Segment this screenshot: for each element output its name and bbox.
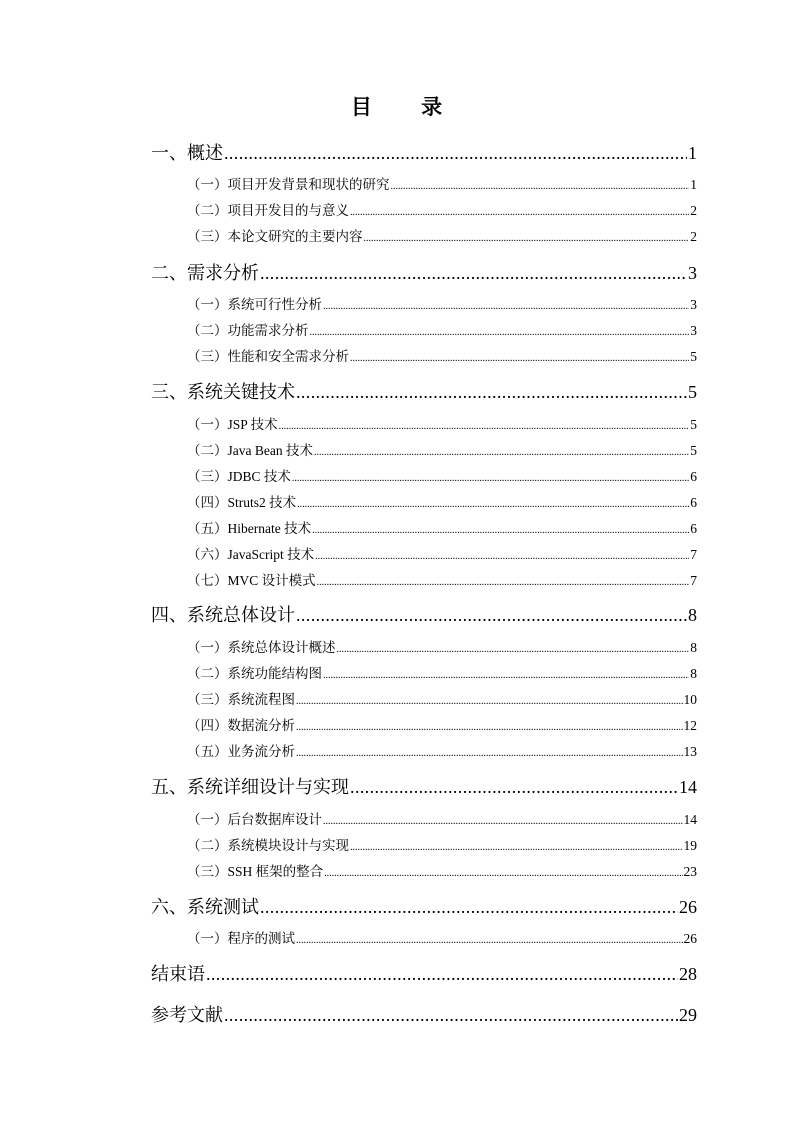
- toc-dot-leader: [224, 1004, 678, 1026]
- toc-entry-5[interactable]: [151, 776, 697, 798]
- toc-page-number: 3: [688, 263, 697, 283]
- toc-page-number: 6: [690, 469, 697, 484]
- toc-page-number: 3: [690, 323, 697, 338]
- toc-dot-leader: [260, 896, 678, 918]
- toc-entry-label: 一、概述: [151, 143, 223, 163]
- toc-dot-leader: [323, 811, 683, 831]
- toc-page-number: 28: [679, 964, 697, 984]
- toc-subentry-label: （二）Java Bean 技术: [187, 443, 313, 458]
- toc-dot-leader: [260, 262, 687, 284]
- toc-subentry-3-6[interactable]: [187, 546, 697, 566]
- toc-title: 目 录: [350, 95, 465, 119]
- toc-page-number: 7: [690, 573, 697, 588]
- toc-subentry-4-4[interactable]: [187, 717, 697, 737]
- toc-entry-label: 六、系统测试: [151, 897, 259, 917]
- toc-dot-leader: [296, 717, 683, 737]
- toc-dot-leader: [350, 202, 689, 222]
- toc-subentry-3-2[interactable]: [187, 442, 697, 462]
- toc-page-number: 14: [679, 777, 697, 797]
- toc-subentry-label: （一）系统可行性分析: [187, 297, 322, 312]
- toc-dot-leader: [292, 468, 689, 488]
- toc-entry-2[interactable]: [151, 262, 697, 284]
- toc-subentry-label: （三）系统流程图: [187, 692, 295, 707]
- toc-entry-label: 二、需求分析: [151, 263, 259, 283]
- toc-entry-references[interactable]: [151, 1004, 697, 1026]
- toc-page-number: 5: [688, 382, 697, 402]
- toc-subentry-label: （四）Struts2 技术: [187, 495, 297, 510]
- toc-page-number: 3: [690, 297, 697, 312]
- toc-dot-leader: [317, 572, 690, 592]
- toc-entry-3[interactable]: [151, 381, 697, 403]
- toc-page-number: 5: [690, 349, 697, 364]
- toc-subentry-6-1[interactable]: [187, 930, 697, 950]
- toc-dot-leader: [337, 639, 690, 659]
- toc-subentry-label: （三）JDBC 技术: [187, 469, 291, 484]
- toc-dot-leader: [314, 442, 689, 462]
- toc-page-number: 6: [690, 521, 697, 536]
- toc-subentry-3-4[interactable]: [187, 494, 697, 514]
- toc-entry-label: 四、系统总体设计: [151, 605, 295, 625]
- toc-dot-leader: [350, 837, 683, 857]
- toc-subentry-1-1[interactable]: [187, 176, 697, 196]
- toc-subentry-4-3[interactable]: [187, 691, 697, 711]
- toc-page-number: 26: [683, 931, 697, 946]
- toc-dot-leader: [296, 604, 687, 626]
- toc-entry-6[interactable]: [151, 896, 697, 918]
- toc-page-number: 8: [688, 605, 697, 625]
- toc-subentry-label: （一）后台数据库设计: [187, 812, 322, 827]
- toc-page-number: 8: [690, 666, 697, 681]
- toc-subentry-2-3[interactable]: [187, 348, 697, 368]
- toc-page-number: 1: [688, 143, 697, 163]
- toc-page-number: 7: [690, 547, 697, 562]
- toc-page-number: 26: [679, 897, 697, 917]
- toc-subentry-3-7[interactable]: [187, 572, 697, 592]
- toc-dot-leader: [310, 322, 690, 342]
- toc-subentry-3-3[interactable]: [187, 468, 697, 488]
- toc-page-number: 10: [683, 692, 697, 707]
- toc-page-number: 5: [690, 443, 697, 458]
- toc-subentry-label: （二）系统模块设计与实现: [187, 838, 349, 853]
- toc-page-number: 13: [683, 744, 697, 759]
- toc-subentry-5-3[interactable]: [187, 863, 697, 883]
- toc-dot-leader: [391, 176, 690, 196]
- toc-page-number: 23: [683, 864, 697, 879]
- toc-dot-leader: [296, 930, 683, 950]
- toc-subentry-label: （二）项目开发目的与意义: [187, 203, 349, 218]
- toc-subentry-label: （二）系统功能结构图: [187, 666, 322, 681]
- toc-entry-4[interactable]: [151, 604, 697, 626]
- toc-dot-leader: [315, 546, 689, 566]
- toc-subentry-2-1[interactable]: [187, 296, 697, 316]
- toc-dot-leader: [279, 416, 690, 436]
- toc-entry-label: 三、系统关键技术: [151, 382, 295, 402]
- toc-dot-leader: [323, 296, 689, 316]
- toc-subentry-5-1[interactable]: [187, 811, 697, 831]
- toc-entry-label: 结束语: [151, 964, 205, 984]
- toc-dot-leader: [350, 348, 689, 368]
- toc-entry-1[interactable]: [151, 142, 697, 164]
- toc-page-number: 6: [690, 495, 697, 510]
- toc-subentry-label: （一）程序的测试: [187, 931, 295, 946]
- toc-dot-leader: [364, 228, 690, 248]
- toc-page-number: 12: [683, 718, 697, 733]
- toc-subentry-3-1[interactable]: [187, 416, 697, 436]
- toc-subentry-5-2[interactable]: [187, 837, 697, 857]
- toc-subentry-label: （五）Hibernate 技术: [187, 521, 312, 536]
- toc-subentry-label: （二）功能需求分析: [187, 323, 309, 338]
- toc-subentry-4-1[interactable]: [187, 639, 697, 659]
- toc-subentry-1-3[interactable]: [187, 228, 697, 248]
- toc-page-number: 2: [690, 203, 697, 218]
- toc-dot-leader: [296, 691, 683, 711]
- toc-entry-label: 五、系统详细设计与实现: [151, 777, 349, 797]
- toc-subentry-label: （三）SSH 框架的整合: [187, 864, 324, 879]
- toc-page-number: 1: [690, 177, 697, 192]
- toc-subentry-4-2[interactable]: [187, 665, 697, 685]
- toc-subentry-label: （三）性能和安全需求分析: [187, 349, 349, 364]
- toc-dot-leader: [350, 776, 678, 798]
- toc-dot-leader: [323, 665, 689, 685]
- toc-subentry-4-5[interactable]: [187, 743, 697, 763]
- toc-subentry-label: （一）系统总体设计概述: [187, 640, 336, 655]
- toc-entry-label: 参考文献: [151, 1005, 223, 1025]
- toc-page-number: 14: [683, 812, 697, 827]
- toc-subentry-label: （五）业务流分析: [187, 744, 295, 759]
- toc-subentry-2-2[interactable]: [187, 322, 697, 342]
- toc-dot-leader: [312, 520, 689, 540]
- toc-page-number: 5: [690, 417, 697, 432]
- toc-dot-leader: [297, 494, 689, 514]
- toc-dot-leader: [224, 142, 687, 164]
- toc-subentry-label: （一）项目开发背景和现状的研究: [187, 177, 390, 192]
- toc-dot-leader: [296, 743, 683, 763]
- toc-page-number: 19: [683, 838, 697, 853]
- toc-subentry-3-5[interactable]: [187, 520, 697, 540]
- toc-dot-leader: [296, 381, 687, 403]
- toc-page-number: 2: [690, 229, 697, 244]
- toc-dot-leader: [206, 963, 678, 985]
- toc-page-number: 29: [679, 1005, 697, 1025]
- toc-page-number: 8: [690, 640, 697, 655]
- toc-entry-conclusion[interactable]: [151, 963, 697, 985]
- toc-subentry-label: （四）数据流分析: [187, 718, 295, 733]
- toc-subentry-label: （三）本论文研究的主要内容: [187, 229, 363, 244]
- toc-subentry-label: （一）JSP 技术: [187, 417, 278, 432]
- toc-subentry-1-2[interactable]: [187, 202, 697, 222]
- toc-subentry-label: （七）MVC 设计模式: [187, 573, 316, 588]
- toc-subentry-label: （六）JavaScript 技术: [187, 547, 315, 562]
- toc-dot-leader: [324, 863, 682, 883]
